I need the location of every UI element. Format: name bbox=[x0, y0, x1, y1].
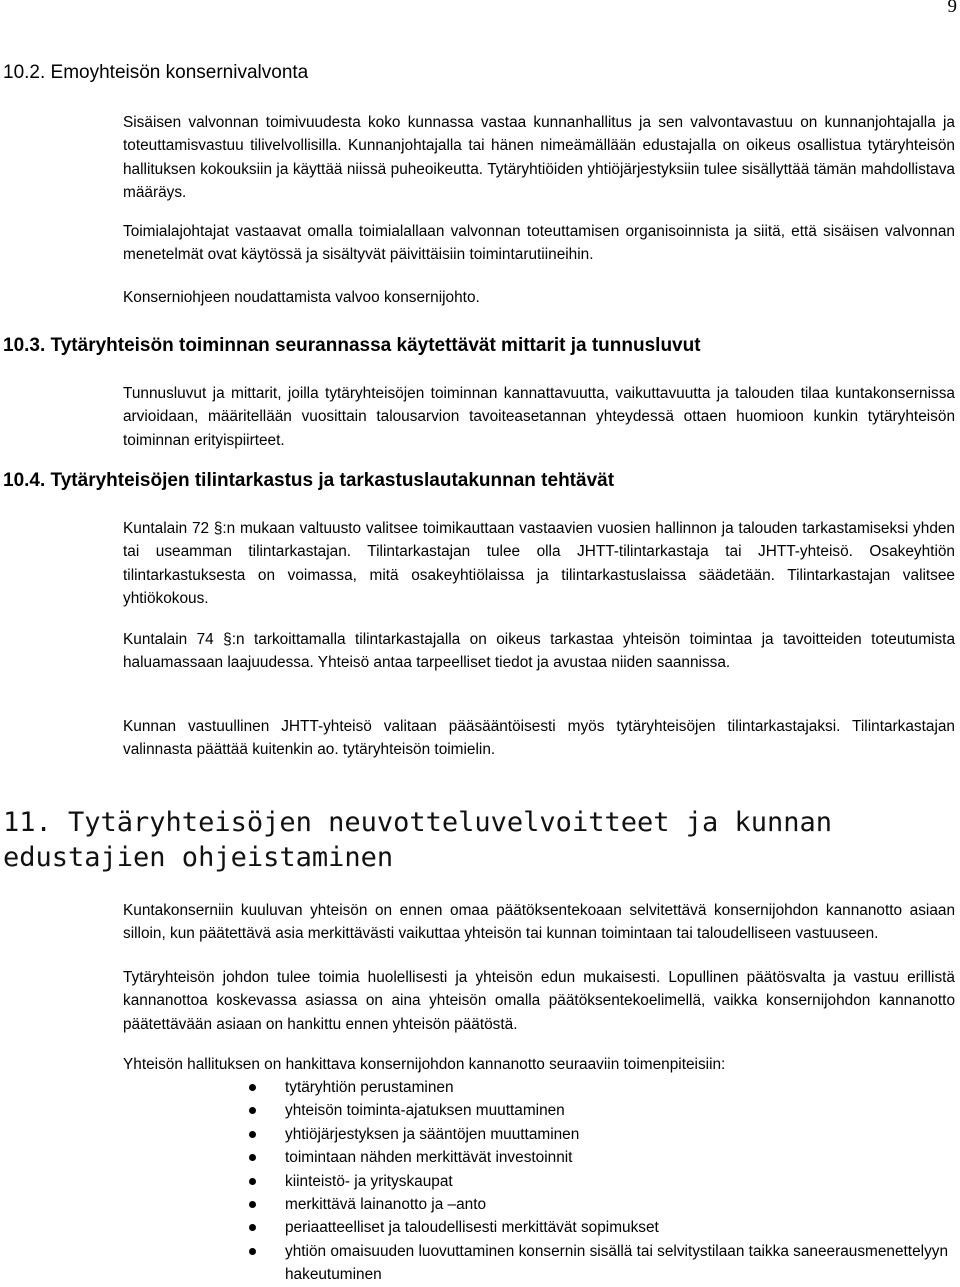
list-item: tytäryhtiön perustaminen bbox=[243, 1076, 955, 1099]
paragraph: Kuntakonserniin kuuluvan yhteisön on ennen omaa päätöksentekoaan selvitettävä konsernijohdon kannanotto asiaan silloin, kun päätettävä asia merkittävästi vaikuttaa yhteisön tai kunnan toimintaan tai taloudelliseen vastuuseen. bbox=[123, 902, 955, 943]
list-item: merkittävä lainanotto ja –anto bbox=[243, 1193, 955, 1216]
bullet-list bbox=[243, 1076, 955, 1287]
list-item: yhtiön omaisuuden luovuttaminen konsernin sisällä tai selvitystilaan taikka saneerausmenettelyyn hakeutuminen bbox=[243, 1240, 955, 1287]
paragraph: Yhteisön hallituksen on hankittava konsernijohdon kannanotto seuraaviin toimenpiteisiin: bbox=[123, 1056, 726, 1073]
list-item: yhtiöjärjestyksen ja sääntöjen muuttaminen bbox=[243, 1123, 955, 1146]
paragraph: Tytäryhteisön johdon tulee toimia huolellisesti ja yhteisön edun mukaisesti. Lopullinen päätösvalta ja vastuu erillistä kannanottoa koskevassa asiassa on aina yhteisön omalla päätöksentekoelimellä, vaikka konsernijohdon kannanotto päätettävään asiaan on hankittu ennen yhteisön päätöstä. bbox=[123, 969, 955, 1033]
paragraph: Kunnan vastuullinen JHTT-yhteisö valitaan pääsääntöisesti myös tytäryhteisöjen tilintarkastajaksi. Tilintarkastajan valinnasta päättää kuitenkin ao. tytäryhteisön toimielin. bbox=[123, 718, 955, 759]
paragraph: Sisäisen valvonnan toimivuudesta koko kunnassa vastaa kunnanhallitus ja sen valvontavastuu on kunnanjohtajalla ja toteuttamisvastuu tilivelvollisilla. Kunnanjohtajalla tai hänen nimeämällään edustajalla on oikeus osallistua tytäryhteisön hallituksen kokouksiin ja käyttää niissä puheoikeutta. Tytäryhtiöiden yhtiöjärjestyksiin tulee sisällyttää tämän mahdollistava määräys. bbox=[123, 114, 955, 202]
section-10-4-heading: 10.4. Tytäryhteisöjen tilintarkastus ja tarkastuslautakunnan tehtävät bbox=[3, 470, 615, 491]
list-item: periaatteelliset ja taloudellisesti merkittävät sopimukset bbox=[243, 1216, 955, 1239]
list-item: toimintaan nähden merkittävät investoinnit bbox=[243, 1146, 955, 1169]
paragraph: Kuntalain 72 §:n mukaan valtuusto valitsee toimikauttaan vastaavien vuosien hallinnon ja talouden tarkastamiseksi yhden tai useamman tilintarkastajan. Tilintarkastajan tulee olla JHTT-tilintarkastaja tai JHTT-yhteisö. Osakeyhtiön tilintarkastuksesta on voimassa, mitä osakeyhtiölaissa ja tilintarkastuslaissa säädetään. Tilintarkastajan valitsee yhtiökokous. bbox=[123, 520, 955, 608]
paragraph: Toimialajohtajat vastaavat omalla toimialallaan valvonnan toteuttamisen organisoinnista ja siitä, että sisäisen valvonnan menetelmät ovat käytössä ja sisältyvät päivittäisiin toimintarutiineihin. bbox=[123, 223, 955, 264]
paragraph: Konserniohjeen noudattamista valvoo konsernijohto. bbox=[123, 289, 480, 306]
paragraph: Tunnusluvut ja mittarit, joilla tytäryhteisöjen toiminnan kannattavuutta, vaikuttavuutta ja talouden tilaa kuntakonsernissa arvioidaan, määritellään vuosittain talousarvion tavoiteasetannan yhteydessä ottaen huomioon kunkin tytäryhteisön toiminnan erityispiirteet. bbox=[123, 385, 955, 449]
section-10-3-heading: 10.3. Tytäryhteisön toiminnan seurannassa käytettävät mittarit ja tunnusluvut bbox=[3, 335, 701, 356]
list-item: yhteisön toiminta-ajatuksen muuttaminen bbox=[243, 1099, 955, 1122]
section-10-2-heading: 10.2. Emoyhteisön konsernivalvonta bbox=[3, 62, 309, 83]
page-number: 9 bbox=[947, 0, 957, 17]
section-11-heading: 11. Tytäryhteisöjen neuvotteluvelvoitteet ja kunnan edustajien ohjeistaminen bbox=[3, 807, 833, 873]
paragraph: Kuntalain 74 §:n tarkoittamalla tilintarkastajalla on oikeus tarkastaa yhteisön toimintaa ja tavoitteiden toteutumista haluamassaan laajuudessa. Yhteisö antaa tarpeelliset tiedot ja avustaa niiden saannissa. bbox=[123, 631, 955, 672]
list-item: kiinteistö- ja yrityskaupat bbox=[243, 1170, 955, 1193]
